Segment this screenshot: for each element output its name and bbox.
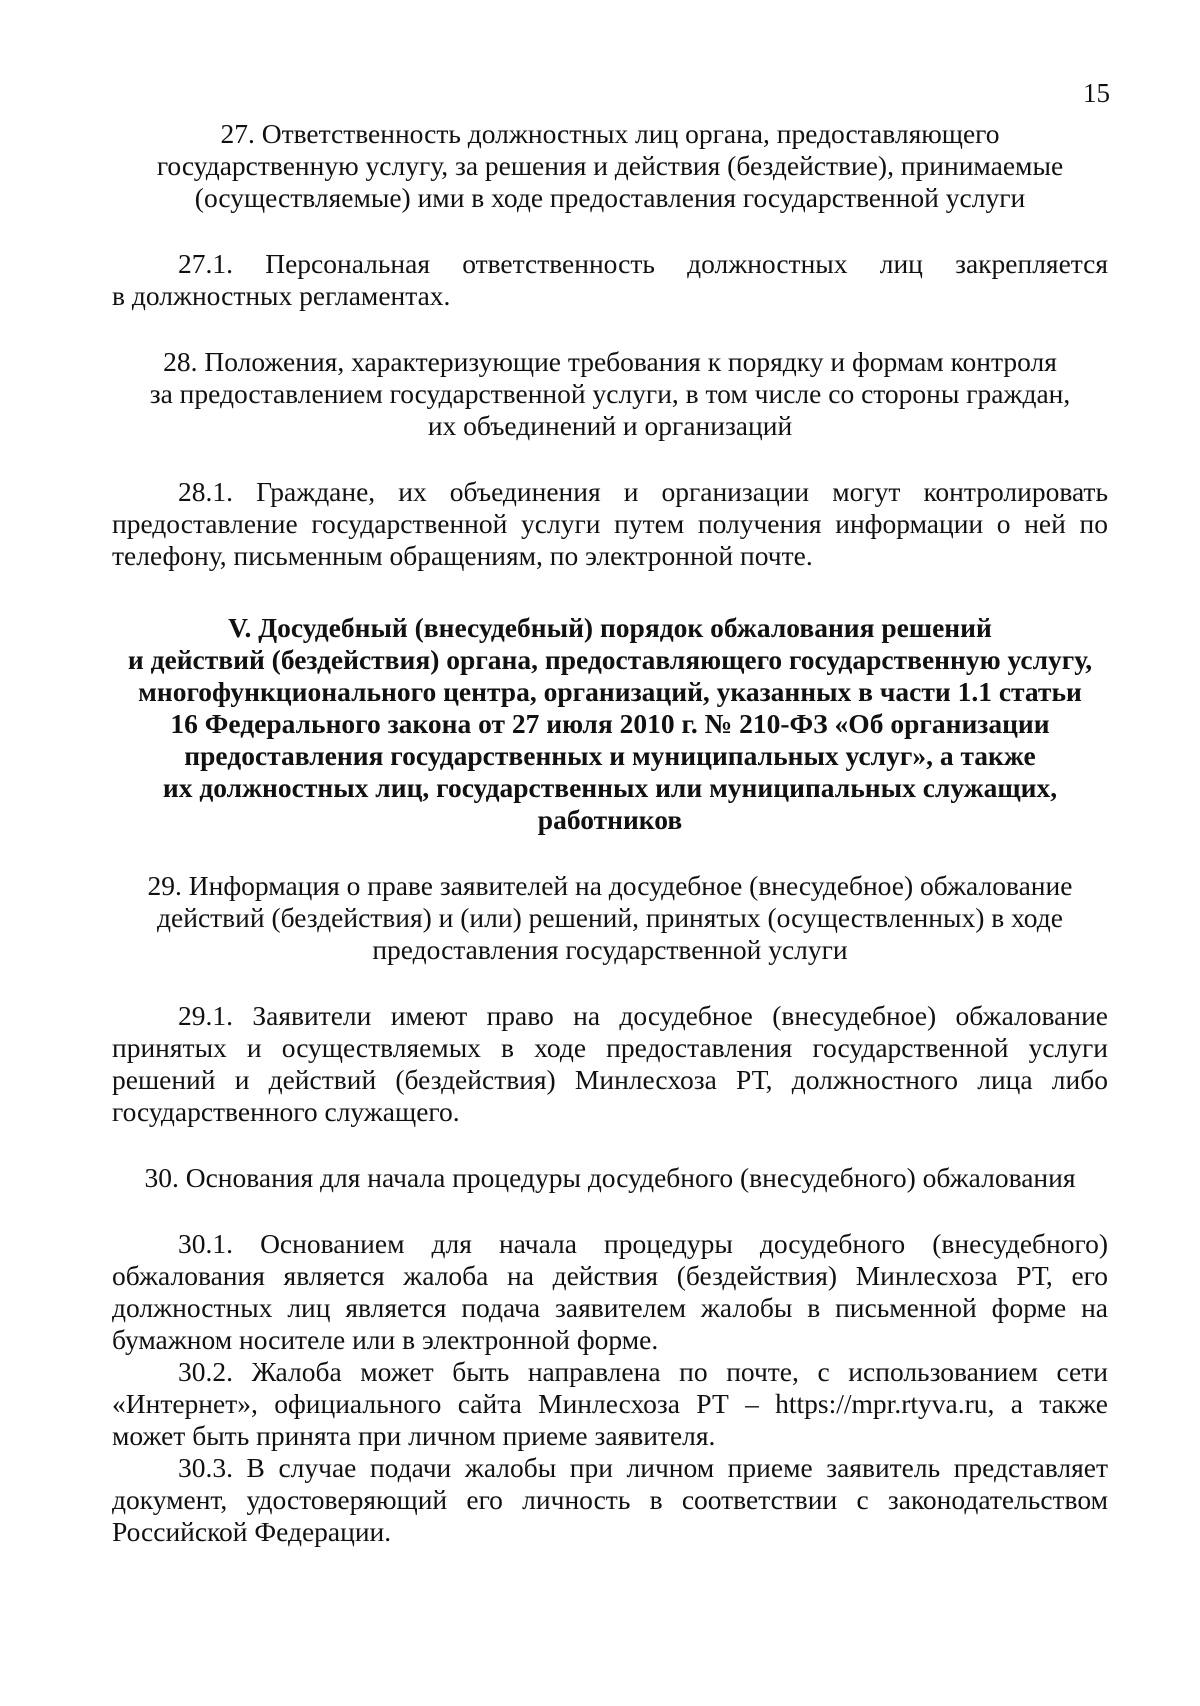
section-27-heading (112, 118, 1108, 214)
paragraph-line: в должностных регламентах. (112, 280, 451, 311)
paragraph-30-3: 30.3. В случае подачи жалобы при личном приеме заявитель представляет документ, удостоверяющий его личность в соответствии с законодательством Российской Федерации. (112, 1452, 1108, 1547)
heading-line: их объединений и организаций (427, 410, 793, 441)
title-line: многофункционального центра, организаций, указанных в части 1.1 статьи (138, 676, 1082, 707)
section-29-heading (112, 870, 1108, 966)
page-number: 15 (1083, 78, 1110, 108)
title-line: и действий (бездействия) органа, предоставляющего государственную услугу, (127, 644, 1093, 675)
title-line: 16 Федерального закона от 27 июля 2010 г. № 210-ФЗ «Об организации (170, 708, 1050, 739)
paragraph-line: 27.1. Персональная ответственность должностных лиц закрепляется (178, 248, 1108, 279)
title-line: работников (537, 804, 683, 835)
section-28-heading (112, 346, 1108, 442)
chapter-5-title (112, 612, 1108, 836)
paragraph-30-1: 30.1. Основанием для начала процедуры досудебного (внесудебного) обжалования является жалоба на действия (бездействия) Минлесхоза РТ, его должностных лиц является подача заявителем жалобы в письменной форме на бумажном носителе или в электронной форме. (112, 1228, 1108, 1355)
heading-line: 29. Информация о праве заявителей на досудебное (внесудебное) обжалование (147, 870, 1073, 901)
title-line: их должностных лиц, государственных или муниципальных служащих, (162, 772, 1058, 803)
paragraph-29-1: 29.1. Заявители имеют право на досудебное (внесудебное) обжалование принятых и осуществляемых в ходе предоставления государственной услуги решений и действий (бездействия) Минлесхоза РТ, должностного лица либо государственного служащего. (112, 1000, 1108, 1127)
paragraph-27-1 (112, 248, 1108, 312)
heading-line: за предоставлением государственной услуги, в том числе со стороны граждан, (149, 378, 1071, 409)
paragraph-28-1: 28.1. Граждане, их объединения и организации могут контролировать предоставление государственной услуги путем получения информации о ней по телефону, письменным обращениям, по электронной почте. (112, 476, 1108, 571)
paragraph-30-2: 30.2. Жалоба может быть направлена по почте, с использованием сети «Интернет», официального сайта Минлесхоза РТ – https://mpr.rtyva.ru, а также может быть принята при личном приеме заявителя. (112, 1356, 1108, 1451)
heading-line: предоставления государственной услуги (372, 934, 848, 965)
heading-line: 27. Ответственность должностных лиц органа, предоставляющего (220, 118, 1000, 149)
title-line: предоставления государственных и муниципальных услуг», а также (184, 740, 1036, 771)
section-30-heading (112, 1162, 1108, 1194)
heading-line: 28. Положения, характеризующие требования к порядку и формам контроля (163, 346, 1057, 377)
title-line: V. Досудебный (внесудебный) порядок обжалования решений (228, 612, 992, 643)
heading-line: (осуществляемые) ими в ходе предоставления государственной услуги (194, 182, 1026, 213)
heading-line: действий (бездействия) и (или) решений, принятых (осуществленных) в ходе (157, 902, 1063, 933)
heading-line: государственную услугу, за решения и действия (бездействие), принимаемые (156, 150, 1064, 181)
heading-line: 30. Основания для начала процедуры досудебного (внесудебного) обжалования (144, 1162, 1076, 1193)
